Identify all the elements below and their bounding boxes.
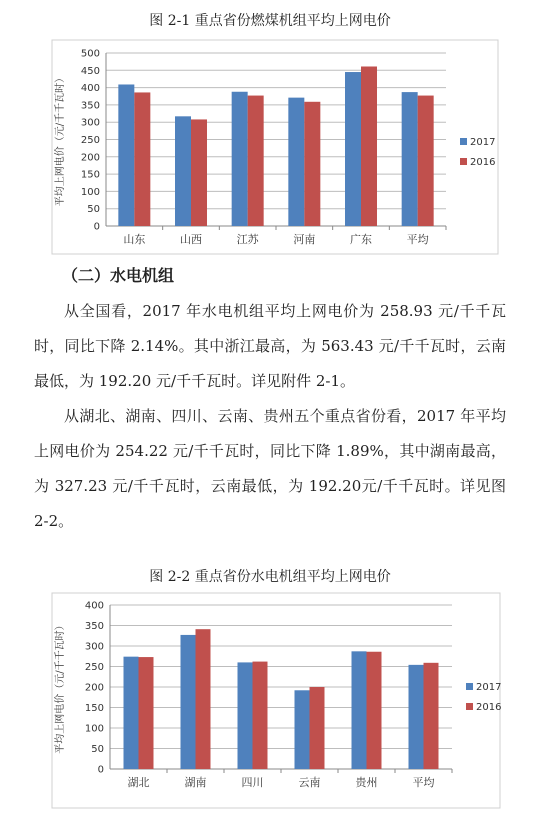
x-category-label: 贵州: [355, 776, 378, 789]
x-category-label: 广东: [350, 233, 372, 246]
x-category-label: 四川: [241, 776, 264, 789]
hydro-section: [0, 258, 536, 539]
bar-2017-四川: [238, 662, 253, 769]
y-tick-label: 150: [80, 169, 100, 181]
bar-2017-山西: [175, 116, 191, 226]
bar-2016-山西: [191, 119, 207, 226]
bar-2017-江苏: [232, 92, 248, 226]
chart-title: 图 2-1 重点省份燃煤机组平均上网电价: [149, 13, 391, 29]
y-tick-label: 50: [87, 204, 100, 216]
y-tick-label: 200: [84, 682, 104, 694]
x-category-label: 平均: [412, 776, 435, 789]
x-category-label: 平均: [406, 233, 429, 246]
bar-2016-湖北: [139, 657, 154, 769]
paragraph-provinces: 从湖北、湖南、四川、云南、贵州五个重点省份看，2017 年平均上网电价为 254.22 元/千千瓦时，同比下降 1.89%，其中湖南最高，为 327.23 元/千千瓦时，云南最低，为 192.20元/千千瓦时。详见图 2-2。: [34, 407, 506, 530]
bar-2016-广东: [361, 66, 377, 226]
section-heading: （二）水电机组: [62, 266, 175, 285]
y-tick-label: 50: [91, 744, 104, 755]
y-tick-label: 250: [84, 662, 104, 673]
y-axis-label: 平均上网电价（元/千千瓦时）: [55, 620, 66, 754]
legend-swatch-2016: [460, 158, 467, 165]
y-tick-label: 350: [84, 621, 104, 632]
paragraph-national: 从全国看，2017 年水电机组平均上网电价为 258.93 元/千千瓦时，同比下降 2.14%。其中浙江最高，为 563.43 元/千千瓦时，云南最低，为 192.20 元/千千瓦时。详见附件 2-1。: [34, 302, 506, 390]
legend-label-2016: 2016: [470, 157, 496, 168]
bar-2017-湖南: [181, 635, 196, 769]
x-category-label: 山东: [123, 233, 146, 246]
y-tick-label: 500: [80, 48, 100, 60]
bar-2016-江苏: [248, 96, 264, 226]
bar-2016-山东: [134, 92, 150, 226]
chart-fuel-price: [0, 0, 536, 258]
y-tick-label: 0: [97, 764, 104, 776]
x-category-label: 山西: [180, 233, 202, 246]
y-tick-label: 400: [84, 600, 104, 612]
y-axis-label: 平均上网电价（元/千千瓦时）: [55, 72, 66, 207]
legend-label-2016: 2016: [476, 702, 502, 713]
legend-swatch-2017: [460, 138, 467, 145]
x-category-label: 河南: [293, 233, 316, 246]
legend-label-2017: 2017: [476, 682, 502, 693]
x-category-label: 湖南: [184, 776, 207, 789]
bar-2016-平均: [424, 663, 439, 769]
bar-2016-河南: [304, 102, 320, 226]
bar-2017-湖北: [124, 657, 139, 769]
y-tick-label: 250: [80, 135, 100, 146]
bar-2017-平均: [402, 92, 418, 226]
y-tick-label: 450: [80, 65, 100, 77]
bar-2017-山东: [118, 84, 134, 226]
x-category-label: 湖北: [127, 776, 150, 789]
y-tick-label: 0: [93, 221, 100, 233]
chart-title: 图 2-2 重点省份水电机组平均上网电价: [149, 569, 391, 585]
bar-2017-云南: [295, 690, 310, 769]
legend-label-2017: 2017: [470, 137, 496, 148]
y-tick-label: 100: [84, 723, 104, 735]
chart-hydro-price: [0, 563, 536, 813]
legend-swatch-2017: [466, 683, 473, 690]
y-tick-label: 100: [80, 186, 100, 198]
bar-2017-河南: [288, 98, 304, 226]
bar-2016-平均: [418, 96, 434, 226]
x-category-label: 云南: [298, 776, 321, 789]
bar-2017-平均: [409, 665, 424, 769]
y-tick-label: 400: [80, 83, 100, 95]
y-tick-label: 200: [80, 152, 100, 164]
bar-2016-四川: [253, 662, 268, 769]
y-tick-label: 300: [84, 641, 104, 653]
bar-2017-广东: [345, 72, 361, 226]
y-tick-label: 300: [80, 117, 100, 129]
y-tick-label: 350: [80, 100, 100, 112]
bar-2016-湖南: [196, 629, 211, 769]
x-category-label: 江苏: [236, 233, 259, 246]
bar-2017-贵州: [352, 651, 367, 769]
y-tick-label: 150: [84, 703, 104, 714]
legend-swatch-2016: [466, 703, 473, 710]
bar-2016-贵州: [367, 652, 382, 769]
bar-2016-云南: [310, 687, 325, 769]
